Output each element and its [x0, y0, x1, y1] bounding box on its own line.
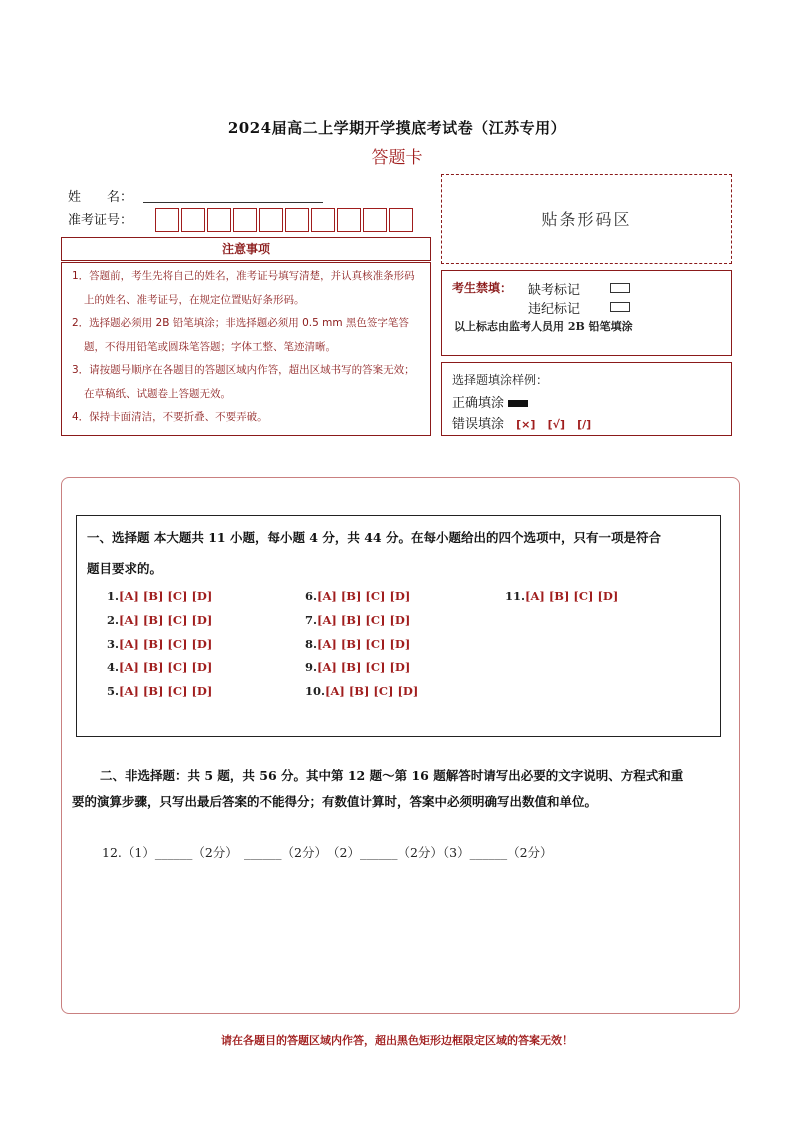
wrong-fill-row — [452, 413, 591, 432]
question-number: 5. — [107, 684, 120, 698]
question-options[interactable]: [A] [B] [C] [D] — [525, 589, 619, 603]
question-row — [107, 684, 212, 698]
nonchoice-heading-line1: 二、非选择题：共 5 题，共 56 分。其中第 12 题～第 16 题解答时请写出必要的文字说明、方程式和重 — [100, 768, 684, 783]
correct-fill-mark — [508, 400, 528, 407]
choice-heading-line1: 一、选择题 本大题共 11 小题，每小题 4 分，共 44 分。在每小题给出的四个选项中，只有一项是符合 — [87, 530, 661, 545]
question-row — [107, 589, 212, 603]
question-number: 7. — [305, 613, 318, 627]
question-options[interactable]: [A] [B] [C] [D] — [317, 637, 411, 651]
id-digit-box[interactable] — [207, 208, 231, 232]
id-digit-box[interactable] — [285, 208, 309, 232]
exam-title: 2024届高二上学期开学摸底考试卷（江苏专用） — [227, 119, 567, 137]
question-number: 2. — [107, 613, 120, 627]
question-number: 3. — [107, 637, 120, 651]
question-number: 11. — [505, 589, 526, 603]
question-number: 6. — [305, 589, 318, 603]
wrong-mark-cross: [×] — [516, 418, 536, 431]
question-options[interactable]: [A] [B] [C] [D] — [317, 589, 411, 603]
question-options[interactable]: [A] [B] [C] [D] — [119, 589, 213, 603]
notice-title: 注意事项 — [61, 237, 431, 261]
question-options[interactable]: [A] [B] [C] [D] — [325, 684, 419, 698]
id-digit-box[interactable] — [181, 208, 205, 232]
question-row — [305, 660, 410, 674]
question-row — [505, 589, 618, 603]
choice-heading-line2: 题目要求的。 — [87, 561, 163, 576]
forbidden-box — [441, 270, 732, 356]
question-12-answer-line[interactable]: 12.（1）______（2分） ______（2分） （2）______（2分）（3）______（2分） — [102, 845, 553, 860]
sample-box — [441, 362, 732, 436]
absent-mark-box[interactable] — [610, 283, 630, 293]
notice-item: 4．保持卡面清洁，不要折叠、不要弄破。 — [72, 411, 268, 423]
footer-warning: 请在各题目的答题区域内作答，超出黑色矩形边框限定区域的答案无效！ — [221, 1034, 573, 1047]
forbidden-label: 考生禁填： — [452, 281, 513, 295]
question-number: 9. — [305, 660, 318, 674]
question-row — [107, 613, 212, 627]
correct-fill-row — [452, 392, 528, 411]
absent-mark-label: 缺考标记 — [528, 283, 581, 298]
question-row — [305, 637, 410, 651]
id-digit-box[interactable] — [259, 208, 283, 232]
question-row — [305, 589, 410, 603]
choice-section — [76, 515, 721, 737]
wrong-mark-slash: [/] — [577, 418, 592, 431]
id-digit-box[interactable] — [155, 208, 179, 232]
question-number: 10. — [305, 684, 326, 698]
wrong-mark-check: [√] — [547, 418, 565, 431]
notice-item: 2．选择题必须用 2B 铅笔填涂；非选择题必须用 0.5 mm 黑色签字笔答题，不得用铅笔或圆珠笔答题；字体工整、笔迹清晰。 — [72, 317, 409, 353]
id-digit-box[interactable] — [363, 208, 387, 232]
barcode-label: 贴条形码区 — [541, 210, 632, 229]
notice-item: 1．答题前，考生先将自己的姓名，准考证号填写清楚，并认真核准条形码上的姓名、准考证号，在规定位置贴好条形码。 — [72, 270, 415, 306]
question-options[interactable]: [A] [B] [C] [D] — [119, 684, 213, 698]
sample-title: 选择题填涂样例： — [452, 373, 549, 387]
question-row — [107, 660, 212, 674]
question-options[interactable]: [A] [B] [C] [D] — [119, 613, 213, 627]
notice-item: 3．请按题号顺序在各题目的答题区域内作答，超出区域书写的答案无效；在草稿纸、试题卷上答题无效。 — [72, 364, 415, 400]
forbidden-note: 以上标志由监考人员用 2B 铅笔填涂 — [454, 320, 633, 333]
question-number: 8. — [305, 637, 318, 651]
question-row — [305, 684, 418, 698]
id-digit-box[interactable] — [233, 208, 257, 232]
correct-fill-label: 正确填涂 — [452, 396, 505, 411]
wrong-fill-label: 错误填涂 — [452, 417, 505, 432]
nonchoice-heading-line2: 要的演算步骤，只写出最后答案的不能得分；有数值计算时，答案中必须明确写出数值和单位。 — [72, 794, 598, 809]
id-label: 准考证号： — [68, 213, 134, 228]
violation-mark-box[interactable] — [610, 302, 630, 312]
answer-card-subtitle: 答题卡 — [371, 148, 423, 168]
name-field[interactable] — [143, 186, 323, 203]
id-digit-box[interactable] — [389, 208, 413, 232]
violation-mark-label: 违纪标记 — [528, 302, 581, 317]
question-number: 1. — [107, 589, 120, 603]
question-options[interactable]: [A] [B] [C] [D] — [317, 660, 411, 674]
question-row — [107, 637, 212, 651]
id-digit-box[interactable] — [337, 208, 361, 232]
notice-box — [61, 262, 431, 436]
question-options[interactable]: [A] [B] [C] [D] — [119, 637, 213, 651]
id-digit-box[interactable] — [311, 208, 335, 232]
question-options[interactable]: [A] [B] [C] [D] — [119, 660, 213, 674]
barcode-area — [441, 174, 732, 264]
question-number: 4. — [107, 660, 120, 674]
question-row — [305, 613, 410, 627]
name-label: 姓 名： — [68, 190, 134, 205]
question-options[interactable]: [A] [B] [C] [D] — [317, 613, 411, 627]
